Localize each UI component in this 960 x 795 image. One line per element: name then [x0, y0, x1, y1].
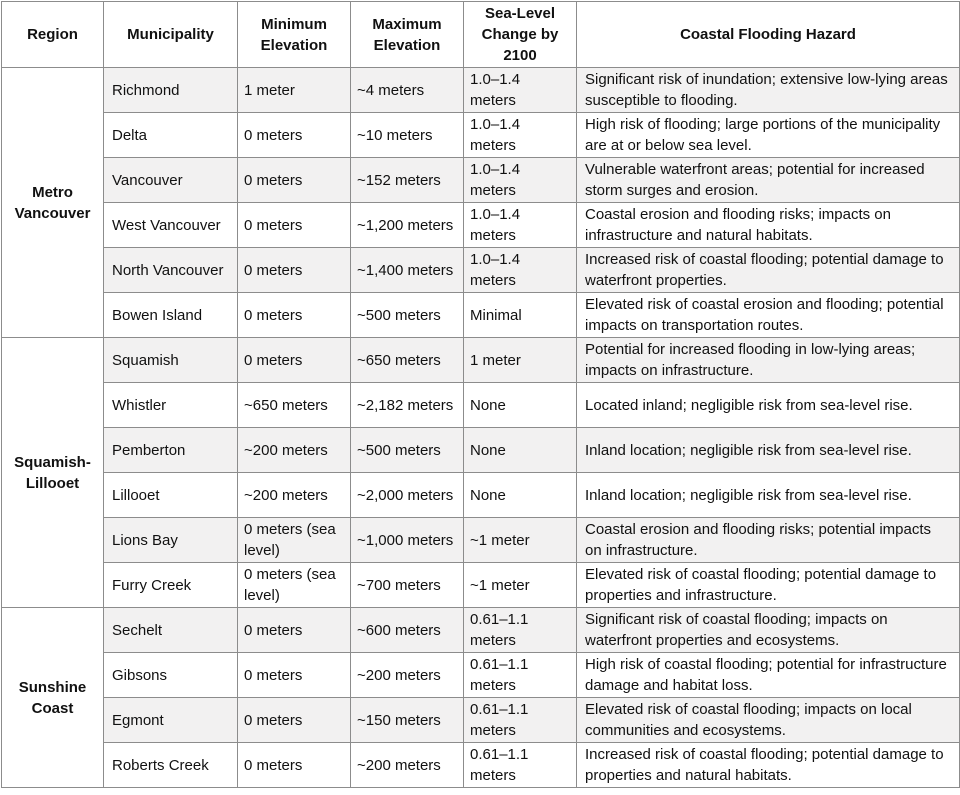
maximum-elevation-cell: ~150 meters: [351, 698, 464, 743]
sea-level-change-cell: 1.0–1.4 meters: [464, 248, 577, 293]
table-row: [2, 113, 960, 158]
maximum-elevation-cell: ~200 meters: [351, 743, 464, 788]
maximum-elevation-cell: ~152 meters: [351, 158, 464, 203]
coastal-flooding-hazard-cell: High risk of coastal flooding; potential for infrastructure damage and habitat loss.: [577, 653, 960, 698]
coastal-flooding-hazard-cell: Vulnerable waterfront areas; potential for increased storm surges and erosion.: [577, 158, 960, 203]
sea-level-change-cell: None: [464, 383, 577, 428]
maximum-elevation-cell: ~650 meters: [351, 338, 464, 383]
coastal-flooding-hazard-cell: Increased risk of coastal flooding; potential damage to waterfront properties.: [577, 248, 960, 293]
region-cell: Sunshine Coast: [2, 608, 104, 788]
minimum-elevation-cell: 0 meters: [238, 248, 351, 293]
table-row: [2, 383, 960, 428]
maximum-elevation-cell: ~500 meters: [351, 428, 464, 473]
municipality-cell: Richmond: [104, 68, 238, 113]
municipality-cell: Roberts Creek: [104, 743, 238, 788]
minimum-elevation-cell: 0 meters: [238, 698, 351, 743]
municipality-cell: Whistler: [104, 383, 238, 428]
minimum-elevation-cell: 0 meters: [238, 158, 351, 203]
coastal-flooding-hazard-cell: Elevated risk of coastal erosion and flooding; potential impacts on transportation routes.: [577, 293, 960, 338]
coastal-hazard-table: [1, 1, 960, 788]
header-row: [2, 2, 960, 68]
table-row: [2, 203, 960, 248]
municipality-cell: West Vancouver: [104, 203, 238, 248]
minimum-elevation-cell: 0 meters: [238, 743, 351, 788]
table-row: [2, 338, 960, 383]
coastal-flooding-hazard-cell: Coastal erosion and flooding risks; potential impacts on infrastructure.: [577, 518, 960, 563]
municipality-cell: Lillooet: [104, 473, 238, 518]
municipality-cell: Gibsons: [104, 653, 238, 698]
table-row: [2, 653, 960, 698]
municipality-cell: Egmont: [104, 698, 238, 743]
table-row: [2, 68, 960, 113]
maximum-elevation-cell: ~2,000 meters: [351, 473, 464, 518]
maximum-elevation-cell: ~200 meters: [351, 653, 464, 698]
municipality-cell: Lions Bay: [104, 518, 238, 563]
sea-level-change-cell: 0.61–1.1 meters: [464, 653, 577, 698]
header-maximum-elevation: Maximum Elevation: [351, 2, 464, 68]
maximum-elevation-cell: ~1,200 meters: [351, 203, 464, 248]
maximum-elevation-cell: ~600 meters: [351, 608, 464, 653]
maximum-elevation-cell: ~1,000 meters: [351, 518, 464, 563]
header-region: Region: [2, 2, 104, 68]
coastal-flooding-hazard-cell: Significant risk of inundation; extensive low-lying areas susceptible to flooding.: [577, 68, 960, 113]
municipality-cell: North Vancouver: [104, 248, 238, 293]
coastal-flooding-hazard-cell: Located inland; negligible risk from sea-level rise.: [577, 383, 960, 428]
municipality-cell: Furry Creek: [104, 563, 238, 608]
coastal-flooding-hazard-cell: Potential for increased flooding in low-lying areas; impacts on infrastructure.: [577, 338, 960, 383]
minimum-elevation-cell: 0 meters (sea level): [238, 563, 351, 608]
sea-level-change-cell: 0.61–1.1 meters: [464, 698, 577, 743]
sea-level-change-cell: 1.0–1.4 meters: [464, 68, 577, 113]
coastal-flooding-hazard-cell: Increased risk of coastal flooding; potential damage to properties and natural habitats.: [577, 743, 960, 788]
minimum-elevation-cell: 0 meters: [238, 113, 351, 158]
coastal-flooding-hazard-cell: Significant risk of coastal flooding; impacts on waterfront properties and ecosystems.: [577, 608, 960, 653]
header-coastal-flooding-hazard: Coastal Flooding Hazard: [577, 2, 960, 68]
sea-level-change-cell: 1.0–1.4 meters: [464, 203, 577, 248]
header-sea-level-change: Sea-Level Change by 2100: [464, 2, 577, 68]
table-row: [2, 293, 960, 338]
coastal-flooding-hazard-cell: Elevated risk of coastal flooding; impacts on local communities and ecosystems.: [577, 698, 960, 743]
municipality-cell: Squamish: [104, 338, 238, 383]
municipality-cell: Delta: [104, 113, 238, 158]
table-row: [2, 518, 960, 563]
minimum-elevation-cell: 1 meter: [238, 68, 351, 113]
coastal-flooding-hazard-cell: High risk of flooding; large portions of the municipality are at or below sea level.: [577, 113, 960, 158]
coastal-flooding-hazard-cell: Inland location; negligible risk from sea-level rise.: [577, 428, 960, 473]
table-row: [2, 698, 960, 743]
municipality-cell: Sechelt: [104, 608, 238, 653]
region-cell: Metro Vancouver: [2, 68, 104, 338]
maximum-elevation-cell: ~700 meters: [351, 563, 464, 608]
region-cell: Squamish-Lillooet: [2, 338, 104, 608]
minimum-elevation-cell: 0 meters: [238, 653, 351, 698]
sea-level-change-cell: ~1 meter: [464, 563, 577, 608]
sea-level-change-cell: 0.61–1.1 meters: [464, 743, 577, 788]
table-row: [2, 428, 960, 473]
table-row: [2, 158, 960, 203]
minimum-elevation-cell: 0 meters: [238, 203, 351, 248]
maximum-elevation-cell: ~4 meters: [351, 68, 464, 113]
sea-level-change-cell: 0.61–1.1 meters: [464, 608, 577, 653]
header-municipality: Municipality: [104, 2, 238, 68]
municipality-cell: Pemberton: [104, 428, 238, 473]
minimum-elevation-cell: 0 meters: [238, 338, 351, 383]
maximum-elevation-cell: ~500 meters: [351, 293, 464, 338]
table-row: [2, 563, 960, 608]
sea-level-change-cell: 1 meter: [464, 338, 577, 383]
header-minimum-elevation: Minimum Elevation: [238, 2, 351, 68]
municipality-cell: Vancouver: [104, 158, 238, 203]
sea-level-change-cell: 1.0–1.4 meters: [464, 158, 577, 203]
table-row: [2, 608, 960, 653]
minimum-elevation-cell: ~650 meters: [238, 383, 351, 428]
coastal-flooding-hazard-cell: Inland location; negligible risk from sea-level rise.: [577, 473, 960, 518]
minimum-elevation-cell: 0 meters: [238, 293, 351, 338]
sea-level-change-cell: None: [464, 428, 577, 473]
table-row: [2, 248, 960, 293]
maximum-elevation-cell: ~2,182 meters: [351, 383, 464, 428]
maximum-elevation-cell: ~1,400 meters: [351, 248, 464, 293]
coastal-flooding-hazard-cell: Coastal erosion and flooding risks; impacts on infrastructure and natural habitats.: [577, 203, 960, 248]
table-row: [2, 743, 960, 788]
maximum-elevation-cell: ~10 meters: [351, 113, 464, 158]
minimum-elevation-cell: 0 meters: [238, 608, 351, 653]
sea-level-change-cell: None: [464, 473, 577, 518]
sea-level-change-cell: Minimal: [464, 293, 577, 338]
minimum-elevation-cell: ~200 meters: [238, 428, 351, 473]
sea-level-change-cell: 1.0–1.4 meters: [464, 113, 577, 158]
municipality-cell: Bowen Island: [104, 293, 238, 338]
minimum-elevation-cell: 0 meters (sea level): [238, 518, 351, 563]
table-row: [2, 473, 960, 518]
coastal-flooding-hazard-cell: Elevated risk of coastal flooding; potential damage to properties and infrastructure.: [577, 563, 960, 608]
sea-level-change-cell: ~1 meter: [464, 518, 577, 563]
minimum-elevation-cell: ~200 meters: [238, 473, 351, 518]
